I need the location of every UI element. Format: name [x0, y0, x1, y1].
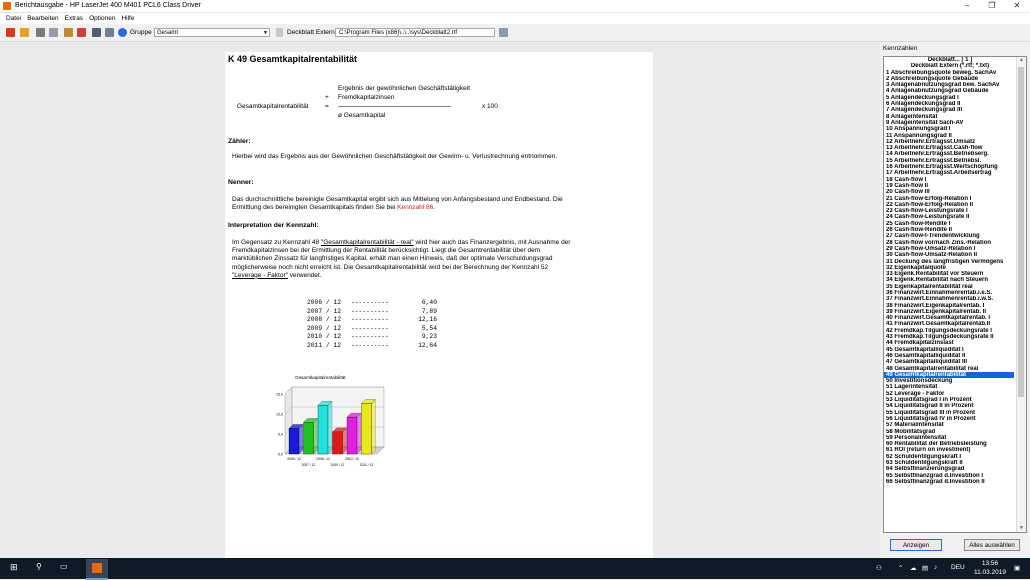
- list-item[interactable]: 63 Schuldentilgungskraft II: [886, 460, 963, 466]
- formula-numerator-1: Ergebnis der gewöhnlichen Geschäftstätigkeit: [338, 85, 470, 92]
- close-button[interactable]: ✕: [1013, 1, 1021, 10]
- list-item[interactable]: 53 Liquiditätsgrad I in Prozent: [886, 397, 972, 404]
- list-item[interactable]: 29 Cash-flow-Umsatz-Relation I: [886, 245, 976, 252]
- group-label: Gruppe: [130, 29, 152, 36]
- menu-datei[interactable]: Datei: [6, 15, 22, 22]
- dash-cell: ----------: [351, 333, 389, 340]
- values-table: [307, 299, 437, 350]
- list-item[interactable]: 22 Cash-flow-Erfolg-Relation II: [886, 201, 974, 208]
- print-setup-icon[interactable]: [49, 28, 58, 37]
- print-icon[interactable]: [36, 28, 45, 37]
- list-item[interactable]: 57 Materialintensität: [886, 422, 944, 429]
- table-row: [307, 325, 437, 334]
- help-icon[interactable]: [118, 28, 127, 37]
- list-item[interactable]: 66 Selbstfinanzgrad d.Investition II: [886, 478, 985, 485]
- y-tick-label: 5,0: [278, 432, 283, 437]
- chart-bar: [318, 405, 328, 454]
- formula-equals: =: [325, 103, 329, 110]
- calculator-icon[interactable]: [105, 28, 114, 37]
- kennzahlen-list[interactable]: [883, 56, 1027, 533]
- list-item[interactable]: 6 Anlagendeckungsgrad II: [886, 101, 961, 108]
- deckblatt-extern-label: Deckblatt Extern: [287, 29, 335, 36]
- formula-numerator-2: Fremdkapitalzinsen: [338, 94, 395, 101]
- search-icon[interactable]: ⚲: [36, 562, 42, 571]
- list-item[interactable]: 25 Cash-flow-Rendite I: [886, 220, 951, 227]
- list-item[interactable]: 58 Mobilitätsgrad: [886, 428, 936, 435]
- table-row: [307, 342, 437, 351]
- x-tick-label: 2011 / 12: [359, 463, 374, 467]
- list-item[interactable]: 26 Cash-flow-Rendite II: [886, 227, 953, 234]
- kennzahl-48-link[interactable]: "Gesamtkapitalrentabilität - real": [320, 239, 414, 246]
- list-item[interactable]: 14 Arbeitnehr.Ertragsst.Betriebserg.: [886, 151, 989, 158]
- list-item[interactable]: 10 Anspannungsgrad I: [886, 126, 951, 133]
- open-folder-icon[interactable]: [20, 28, 29, 37]
- value-cell: 12,16: [418, 316, 437, 323]
- kennzahlen-items: [884, 57, 1026, 485]
- windows-start-icon[interactable]: ⊞: [10, 562, 18, 572]
- chart-bar-side: [328, 401, 332, 454]
- chart-bar-side: [372, 399, 376, 454]
- list-item[interactable]: 41 Finanzwirt.Gesamtkapitalrentab.II: [886, 321, 991, 328]
- x-tick-label: 2008 / 12: [316, 457, 330, 461]
- document-icon[interactable]: [92, 28, 101, 37]
- value-cell: 12,64: [418, 341, 437, 349]
- list-item[interactable]: 7 Anlagendeckungsgrad III: [886, 107, 963, 114]
- list-item[interactable]: 46 Gesamtkapitalliquidität II: [886, 352, 966, 359]
- list-item[interactable]: 19 Cash-flow II: [886, 182, 929, 189]
- dash-cell: ----------: [351, 307, 389, 315]
- tray-chevron-icon[interactable]: ⌃: [898, 565, 904, 572]
- preview-area: [0, 42, 880, 558]
- scroll-down-icon[interactable]: ▼: [1019, 525, 1024, 531]
- menu-hilfe[interactable]: Hilfe: [121, 15, 135, 22]
- list-item[interactable]: 11 Anspannungsgrad II: [886, 132, 952, 139]
- taskbar: [0, 558, 1030, 579]
- show-button[interactable]: Anzeigen: [890, 539, 942, 551]
- interp-text-a: Im Gegensatz zu Kennzahl 48: [232, 239, 321, 246]
- report-page: [225, 52, 653, 558]
- clock-date[interactable]: 11.03.2019: [973, 569, 1007, 576]
- list-item[interactable]: 33 Eigenk.Rentabilität vor Steuern: [886, 271, 984, 278]
- formula-fraction-line: ------------------------------------------------------------------------: [338, 103, 451, 110]
- volume-icon[interactable]: ♪: [934, 564, 938, 571]
- list-item[interactable]: 37 Finanzwirt.Einnahmenrentab.i.w.S.: [886, 296, 994, 303]
- select-all-button[interactable]: Alles auswählen: [964, 539, 1020, 551]
- people-icon[interactable]: ⚇: [876, 565, 882, 572]
- page-title: K 49 Gesamtkapitalrentabilität: [228, 54, 358, 64]
- list-item[interactable]: 64 Selbstfinanzierungsgrad: [886, 466, 965, 473]
- interpretation-heading: Interpretation der Kennzahl:: [228, 222, 319, 229]
- browse-file-icon[interactable]: [499, 28, 508, 37]
- task-view-icon[interactable]: ▭: [60, 562, 68, 571]
- list-item[interactable]: 45 Gesamtkapitalliquidität I: [886, 346, 964, 353]
- list-item[interactable]: Deckblatt... [ 1 ]: [927, 57, 973, 63]
- list-item[interactable]: 52 Leverage - Faktor: [886, 390, 945, 397]
- kennzahlen-panel: [880, 42, 1030, 558]
- list-item[interactable]: 62 Schuldentilgungskraft I: [886, 453, 962, 460]
- group-select-value: Gesamt: [157, 30, 179, 36]
- list-item[interactable]: 1 Abschreibungsquote beweg. SachAv: [886, 69, 997, 76]
- list-item[interactable]: 56 Liquiditätsgrad IV in Prozent: [886, 415, 976, 422]
- list-item[interactable]: 13 Arbeitnehr.Ertragsst.Cash-flow: [886, 145, 983, 152]
- value-cell: 7,89: [421, 307, 437, 315]
- list-item[interactable]: 15 Arbeitnehr.Ertragsst.Betriebsl.: [886, 157, 982, 164]
- title-bar: [0, 0, 1030, 13]
- list-item[interactable]: 42 Fremdkap.Tilgungsdeckungsrate I: [886, 327, 992, 334]
- zaehler-text: Hierbei wird das Ergebnis aus der Gewöhnlichen Geschäftstätigkeit der Gewinn- u. Verlustrechnung entnommen.: [232, 153, 558, 160]
- list-item[interactable]: 24 Cash-flow-Leistungsrate II: [886, 214, 970, 221]
- chart-bar: [347, 417, 357, 454]
- list-item[interactable]: Deckblatt Extern (*.rtf; *.txt): [910, 63, 990, 70]
- period-cell: 2007 / 12: [307, 307, 342, 315]
- y-tick-label: 0,0: [278, 452, 283, 457]
- toolbar: [0, 25, 1030, 42]
- dash-cell: ----------: [351, 316, 389, 323]
- table-row: [307, 299, 437, 308]
- chart-bar-side: [343, 428, 347, 454]
- menu-extras[interactable]: Extras: [64, 15, 84, 22]
- list-item[interactable]: 50 Investitionsdeckung: [886, 378, 953, 385]
- period-cell: 2010 / 12: [307, 333, 342, 340]
- nenner-text-a: Das durchschnittliche bereinigte Gesamtkapital ergibt sich aus Mittelung von Anfangsbestand und Endbestand. Die Ermittlung des bereinigten Gesamtkapitals finden Sie bei: [232, 196, 563, 212]
- interp-text-b: wird hier auch das Finanzergebnis, mit Ausnahme der Fremdkapitalzinsen bei der Ermittlung der Rentabilität berücksichtigt. Liegt die Gesamtrentabilität über dem marktüblichen Zinssatz für langfristiges Kapital, erhält man einen Hinweis, daß der optimale Verschuldungsgrad möglicherweise noch nicht erreicht ist. Die Gesamtkapitalrentabilität wird bei der Berechnung der Kennzahl 52: [232, 239, 571, 271]
- dash-cell: ----------: [351, 299, 389, 306]
- maximize-button[interactable]: ❐: [988, 1, 996, 10]
- list-item[interactable]: 4 Anlagenabnutzungsgrad Gebäude: [886, 88, 989, 95]
- list-item[interactable]: 2 Abschreibungsquote Gebäude: [886, 75, 979, 82]
- nenner-text-b: .: [433, 204, 436, 212]
- nenner-text: [232, 196, 572, 212]
- value-cell: 5,54: [421, 324, 437, 332]
- list-item[interactable]: 43 Fremdkap.Tilgungsdeckungsrate II: [886, 334, 994, 341]
- list-item[interactable]: 20 Cash-flow III: [886, 189, 930, 196]
- list-item[interactable]: 5 Anlagendeckungsgrad I: [886, 94, 959, 101]
- list-item[interactable]: 31 Deckung des langfristigen Vermögens: [886, 258, 1004, 265]
- clock-time[interactable]: 13:56: [981, 560, 999, 567]
- list-item[interactable]: 8 Anlageintensität: [886, 113, 938, 120]
- list-item[interactable]: 16 Arbeitnehr.Ertragsst.Wertschöpfung: [886, 164, 998, 171]
- x-tick-label: 2009 / 12: [330, 463, 345, 467]
- language-indicator[interactable]: DEU: [951, 564, 965, 571]
- tools-icon[interactable]: [77, 28, 86, 37]
- list-item[interactable]: 35 Eigenkapitalrentabilität real: [886, 283, 973, 290]
- menu-optionen[interactable]: Optionen: [89, 15, 116, 22]
- taskbar-app-button[interactable]: [86, 559, 108, 580]
- onedrive-icon[interactable]: ☁: [910, 565, 917, 572]
- list-item[interactable]: 21 Cash-flow-Erfolg-Relation I: [886, 195, 972, 202]
- list-item[interactable]: 23 Cash-flow-Leistungsrate I: [886, 208, 968, 215]
- list-item[interactable]: 32 Eigenkapitalquote: [886, 264, 947, 271]
- list-item[interactable]: 55 Liquiditätsgrad III in Prozent: [886, 409, 976, 416]
- chart-bar: [304, 422, 314, 454]
- value-cell: 6,40: [421, 299, 437, 306]
- period-cell: 2008 / 12: [307, 316, 342, 323]
- formula-lhs: Gesamtkapitalrentabilität: [237, 103, 309, 110]
- formula-denominator: ø Gesamtkapital: [338, 112, 386, 119]
- scroll-up-icon[interactable]: ▲: [1019, 57, 1024, 63]
- list-item[interactable]: 9 Anlageintensität Sach-AV: [886, 119, 964, 126]
- nenner-heading: Nenner:: [228, 179, 254, 186]
- group-select[interactable]: [154, 28, 270, 37]
- scroll-thumb[interactable]: [1018, 67, 1024, 397]
- period-cell: 2011 / 12: [307, 341, 342, 349]
- x-tick-label: 2007 / 12: [301, 463, 316, 467]
- app-icon: [3, 2, 11, 10]
- list-item[interactable]: 28 Cash-flow vor/nach Zins.-Relation: [886, 239, 992, 246]
- interpretation-text: [232, 239, 572, 280]
- list-item[interactable]: 49 Gesamtkapitalrentabilität: [884, 372, 1014, 378]
- list-item[interactable]: 12 Arbeitnehr.Ertragsst.Umsatz: [886, 138, 976, 145]
- chart-bar-side: [299, 424, 303, 454]
- value-cell: 9,23: [421, 333, 437, 340]
- formula-times: x 100: [482, 103, 498, 110]
- zaehler-heading: Zähler:: [228, 138, 251, 145]
- chart-bar: [362, 403, 372, 454]
- list-item[interactable]: 60 Rentabilität der Betriebsleistung: [886, 441, 987, 448]
- list-item[interactable]: 30 Cash-flow-Umsatz-Relation II: [886, 252, 978, 259]
- list-item[interactable]: 39 Finanzwirt.Eigenkapitalrentab. II: [886, 308, 987, 315]
- list-item[interactable]: 65 Selbstfinanzgrad d.Investition I: [886, 472, 984, 479]
- deckblatt-path-field[interactable]: C:\Program Files (x86)\..\..\sys\Deckblatt2.rtf: [335, 28, 495, 37]
- x-tick-label: 2006 / 12: [287, 457, 301, 461]
- menu-bearbeiten[interactable]: Bearbeiten: [27, 15, 59, 22]
- period-cell: 2006 / 12: [307, 299, 342, 306]
- chevron-down-icon: ▼: [263, 30, 268, 36]
- formula-plus: +: [325, 94, 329, 101]
- list-item[interactable]: 51 Lagerintensität: [886, 384, 938, 391]
- dash-cell: ----------: [351, 341, 389, 349]
- list-item[interactable]: 3 Anlagenabnutzungsgrad bew. SachAv: [886, 82, 1000, 89]
- list-item[interactable]: 47 Gesamtkapitalliquidität III: [886, 359, 968, 366]
- list-scrollbar[interactable]: [1016, 57, 1026, 532]
- list-item[interactable]: 59 Personalintensität: [886, 434, 947, 441]
- list-item[interactable]: 34 Eigenk.Rentabilität nach Steuern: [886, 277, 989, 284]
- chart-bar: [333, 432, 343, 454]
- menu-bar: [0, 13, 1030, 24]
- table-row: [307, 308, 437, 317]
- dash-cell: ----------: [351, 324, 389, 332]
- kennzahl-52-link[interactable]: "Leverage - Faktor": [232, 271, 288, 279]
- window-title: Berichtausgabe - HP LaserJet 400 M401 PCL6 Class Driver: [15, 2, 201, 9]
- list-item[interactable]: 36 Finanzwirt.Einnahmenrentab.i.e.S.: [886, 289, 993, 296]
- kennzahlen-title: Kennzahlen: [883, 45, 918, 52]
- chart-bar-side: [357, 413, 361, 454]
- chart-bar-side: [314, 418, 318, 454]
- table-row: [307, 316, 437, 325]
- period-cell: 2009 / 12: [307, 324, 342, 332]
- y-tick-label: 15,0: [276, 392, 283, 397]
- rentability-chart: [265, 370, 385, 480]
- chart-bar: [289, 428, 299, 454]
- list-item[interactable]: 48 Gesamtkapitalrentabilität real: [886, 365, 979, 372]
- list-item[interactable]: 54 Liquiditätsgrad II in Prozent: [886, 403, 974, 410]
- app-taskbar-icon: [92, 563, 102, 573]
- list-item[interactable]: 18 Cash-flow I: [886, 176, 927, 183]
- x-tick-label: 2010 / 12: [345, 457, 359, 461]
- list-item[interactable]: 38 Finanzwirt.Eigenkapitalrentab. I: [886, 302, 985, 309]
- network-icon[interactable]: ▤: [922, 565, 929, 572]
- deckblatt-icon: [276, 28, 283, 37]
- notification-icon[interactable]: ▣: [1014, 565, 1021, 572]
- list-item[interactable]: 61 ROI (return on investment): [886, 447, 971, 454]
- interp-text-c: verwendet.: [287, 271, 322, 279]
- list-item[interactable]: 17 Arbeitnehr.Ertragsst.Arbeitsertrag: [886, 170, 992, 177]
- y-tick-label: 10,0: [276, 412, 283, 417]
- chart-svg: [265, 370, 385, 480]
- exit-icon[interactable]: [6, 28, 15, 37]
- chart-title: Gesamtkapitalrentabilität: [295, 375, 346, 380]
- edit-icon[interactable]: [64, 28, 73, 37]
- list-item[interactable]: 27 Cash-flow-I-Trendentwicklung: [886, 233, 980, 240]
- table-row: [307, 333, 437, 342]
- list-item[interactable]: 44 Fremdkapitalzinslast: [886, 340, 954, 347]
- list-item[interactable]: 40 Finanzwirt.Gesamtkapitalrentab. I: [886, 315, 991, 322]
- kennzahl-86-link[interactable]: Kennzahl 86: [397, 204, 434, 212]
- minimize-button[interactable]: –: [964, 1, 970, 10]
